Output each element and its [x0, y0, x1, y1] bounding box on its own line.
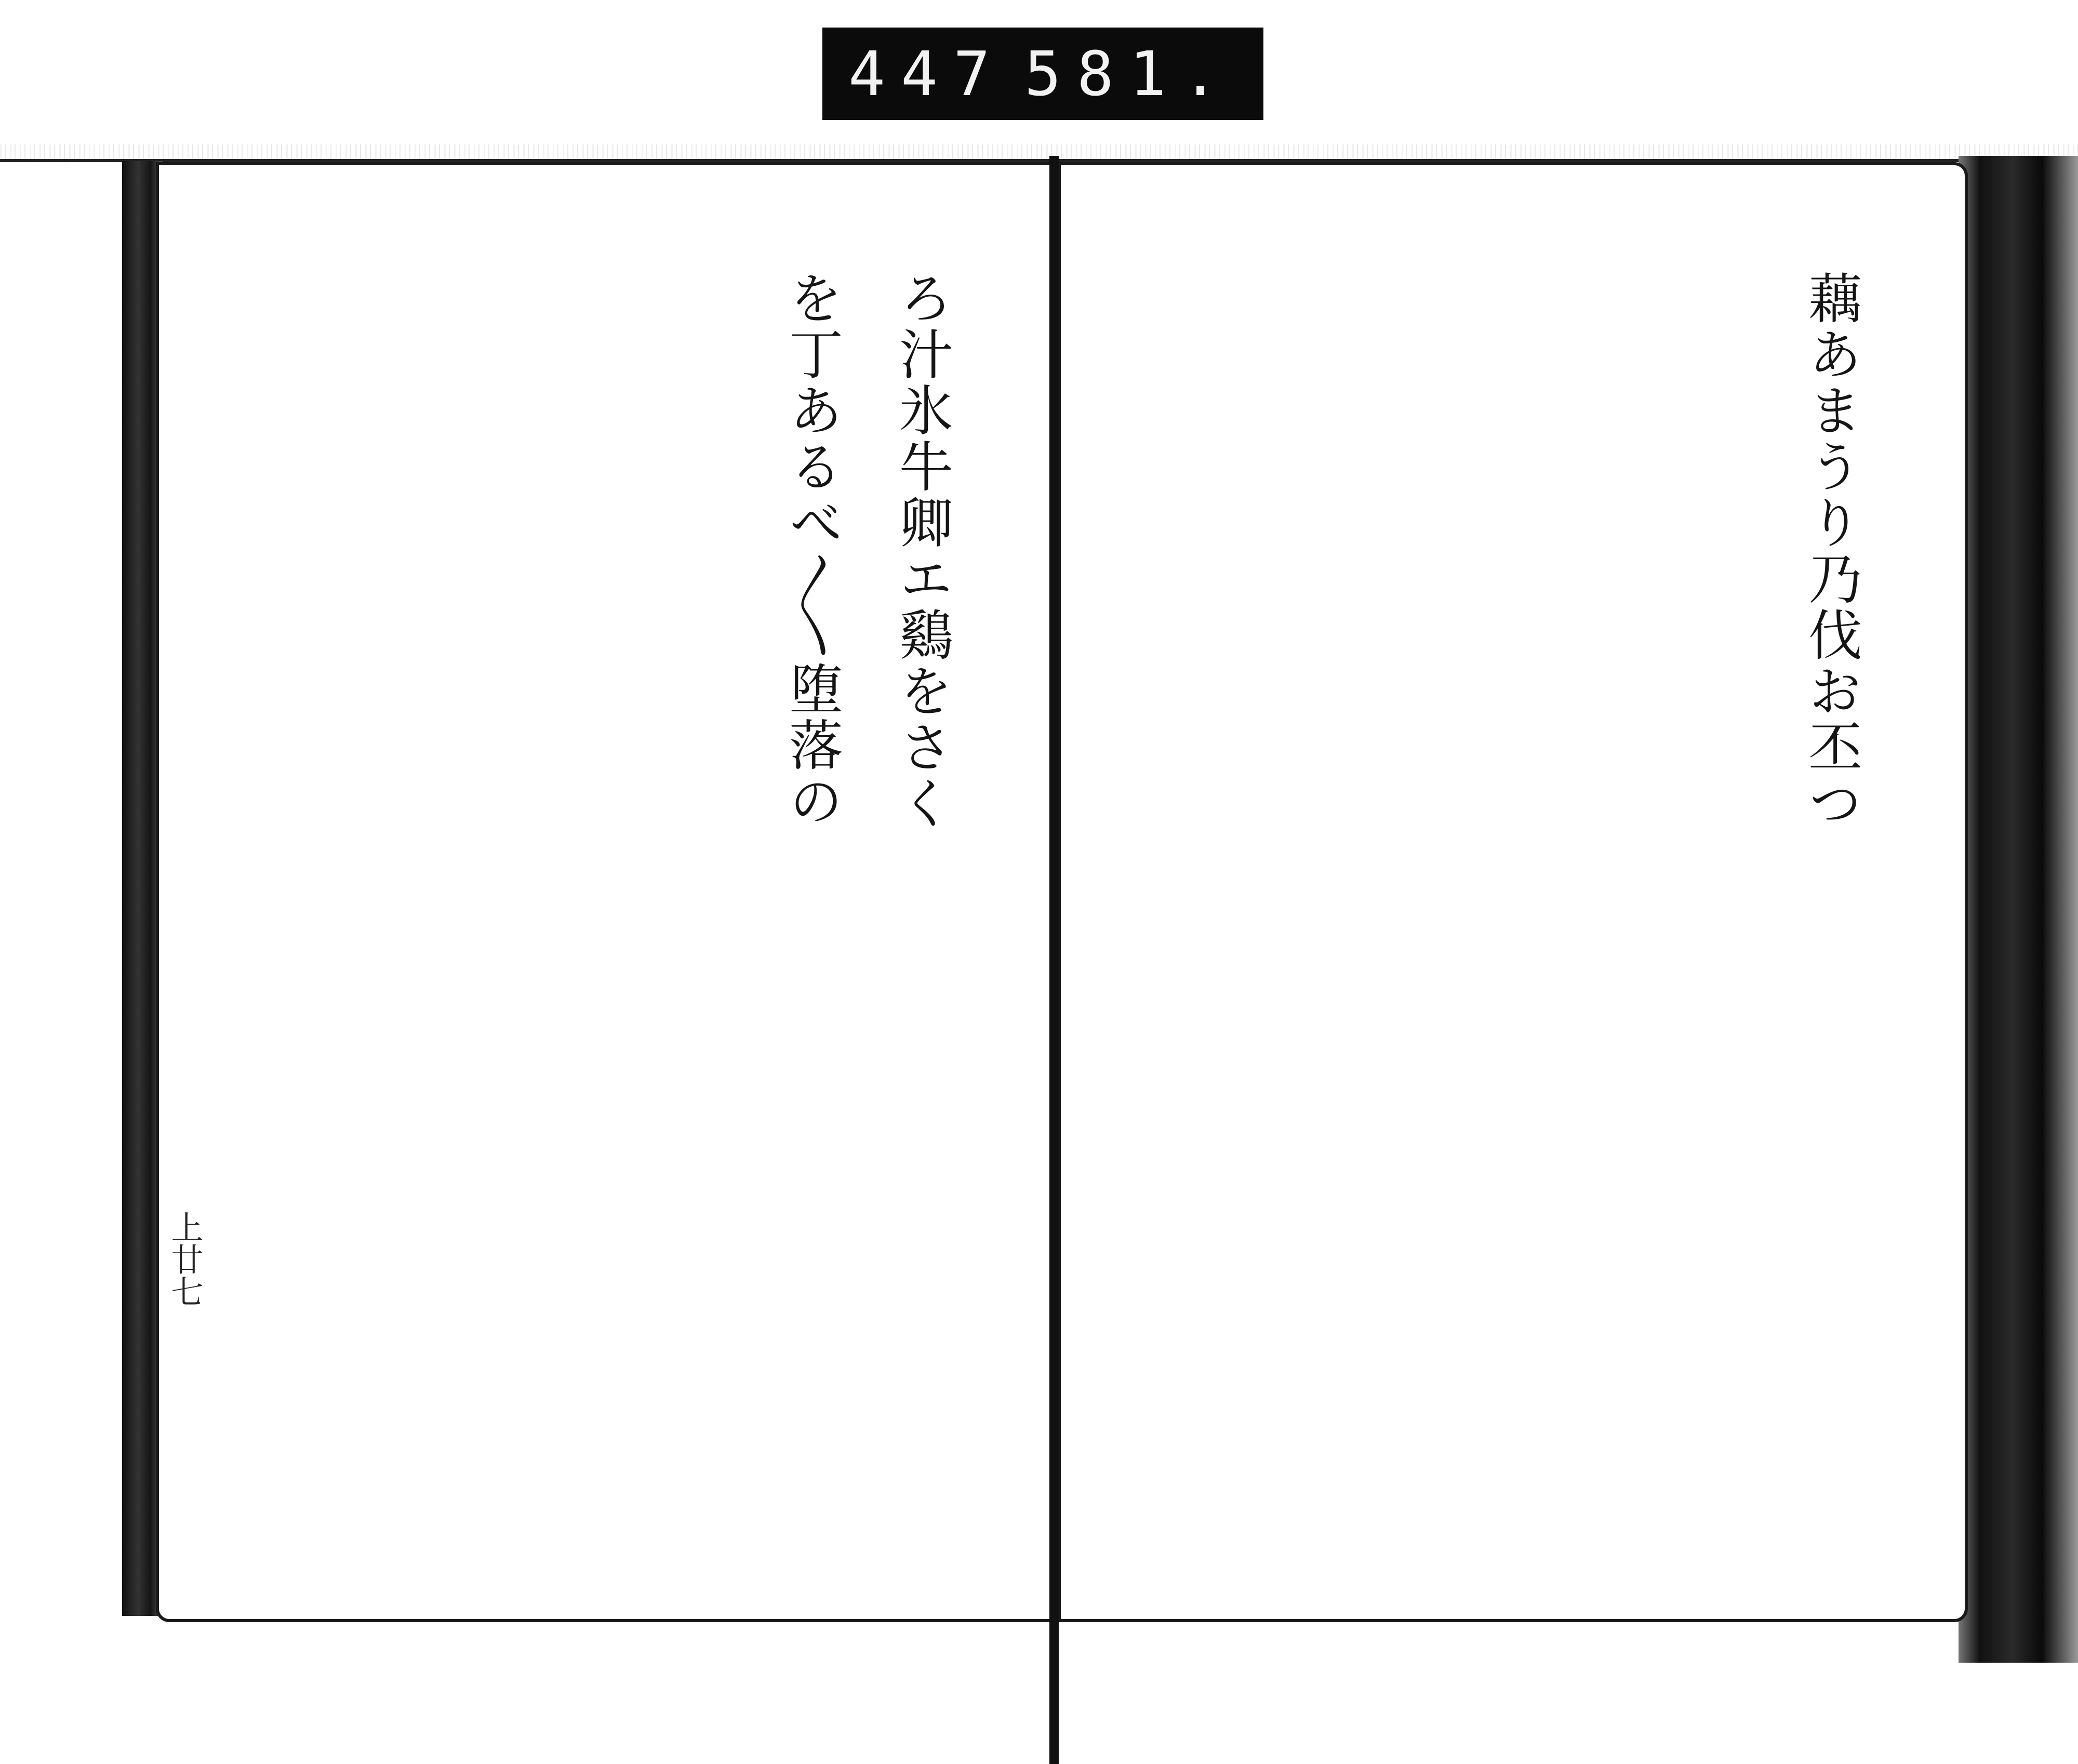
- folio-number: 上廿七: [166, 1211, 204, 1307]
- book-gutter: [1049, 156, 1059, 1764]
- left-line-2: を丁あるべ〳〵堕落の: [780, 270, 843, 829]
- frame-number-label: [822, 28, 1263, 120]
- right-line-1: 藕あまうり乃伐お丕つ: [1799, 270, 1862, 831]
- left-page-text: [166, 270, 977, 1543]
- book-edge-right: [1959, 156, 2078, 1663]
- left-line-1: ろ汁氷牛卿エ鷄をさく: [890, 270, 953, 831]
- right-page-text: [1122, 270, 1886, 1543]
- frame-number-left: 447: [848, 38, 1006, 110]
- frame-number-right: 581.: [1024, 38, 1234, 110]
